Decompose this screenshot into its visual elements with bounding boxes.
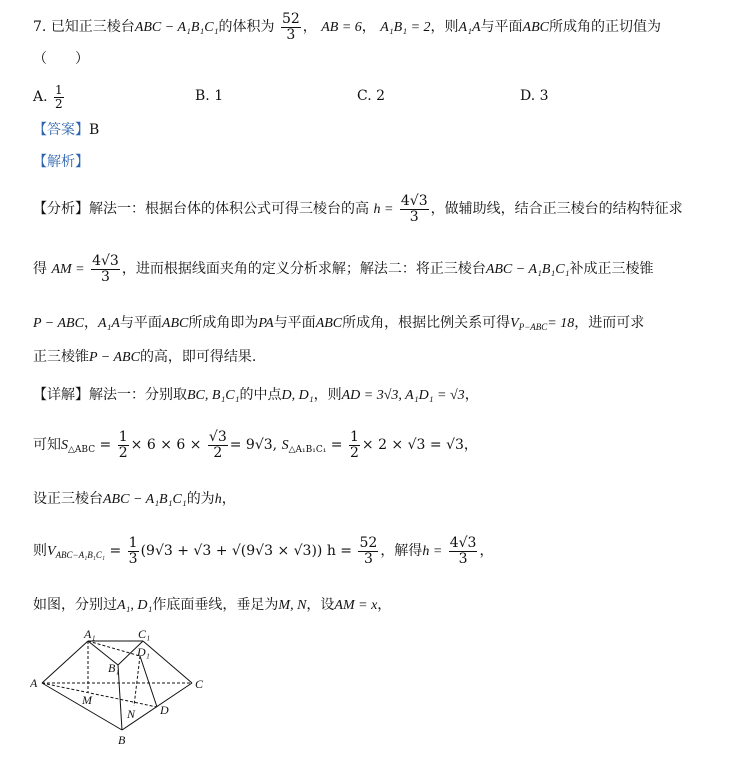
question-paren: （ ） <box>33 51 89 67</box>
answer-tag: 【答案】 <box>33 122 89 138</box>
label-n: N <box>127 707 136 721</box>
line-a1d1 <box>88 641 140 656</box>
detail-volume-line: 则$V_{ABC-A_1B_1C_1}$ = $\frac{1}{3}$ (9√3 + √3 + √(9√3 × √3)) h = $\frac{52}{3}$ ，解得h = $\frac{4√3}{3}$ ， <box>33 535 494 567</box>
question-number: 7. <box>33 19 47 36</box>
edge-aa1 <box>42 641 88 683</box>
volume-fraction: $\frac{52}{3}$ <box>281 11 300 43</box>
option-b: B. 1 <box>195 88 224 104</box>
fenxi-line-4: 正三棱锥P − ABC的高，即可得结果. <box>33 349 257 365</box>
detail-figure-line: 如图，分别过A₁, D₁作底面垂线，垂足为M, N，设AM = x， <box>33 597 392 613</box>
answer-value: B <box>89 122 100 138</box>
label-d: D <box>160 703 169 717</box>
label-b1: B₁ <box>108 661 120 675</box>
line-d1n <box>134 656 140 706</box>
label-b: B <box>118 733 126 747</box>
label-m: M <box>82 693 92 707</box>
answer-line <box>33 123 99 137</box>
edge-cc1 <box>143 641 192 683</box>
detail-height-line: 设正三棱台ABC − A₁B₁C₁的为h， <box>33 491 236 507</box>
label-c: C <box>195 677 204 691</box>
option-c: C. 2 <box>357 88 386 104</box>
line-d1d <box>140 656 157 707</box>
line-ad <box>42 683 157 707</box>
analysis-tag: 【解析】 <box>33 154 89 170</box>
fenxi-line-1: 【分析】解法一：根据台体的体积公式可得三棱台的高 h = $\frac{4√3}{3}$ ，做辅助线，结合正三棱台的结构特征求 <box>33 193 683 225</box>
label-d1: D₁ <box>137 645 150 659</box>
label-c1: C₁ <box>138 628 151 641</box>
option-d: D. 3 <box>520 88 549 104</box>
fenxi-line-3: P − ABC，A₁A与平面ABC所成角即为PA与平面ABC所成角，根据比例关系可得$V_{P-ABC}= 18$，进而可求 <box>33 315 645 332</box>
detail-area-line: 可知$S_{\triangle ABC}$ = $\frac{1}{2}$ × 6 × 6 × $\frac{√3}{2}$ = 9√3, $S_{\triangle A_1B_1C_1}$ = $\frac{1}{2}$ × 2 × √3 = √3， <box>33 429 478 461</box>
label-a: A <box>30 676 38 690</box>
option-a: A. $\frac{1}{2}$ <box>33 83 63 111</box>
question-line: 7. 已知正三棱台ABC − A₁B₁C₁的体积为 $\frac{52}{3}$ ， AB = 6， A₁B₁ = 2，则A₁A与平面ABC所成角的正切值为 <box>33 11 661 43</box>
fenxi-line-2: 得 AM = $\frac{4√3}{3}$ ，进而根据线面夹角的定义分析求解；解法二：将正三棱台ABC − A₁B₁C₁补成正三棱锥 <box>33 253 654 285</box>
label-a1: A₁ <box>84 628 96 641</box>
detail-line-1: 【详解】解法一：分别取BC, B₁C₁的中点D, D₁，则AD = 3√3, A₁D₁ = √3， <box>33 387 479 403</box>
frustum-figure <box>30 628 220 758</box>
